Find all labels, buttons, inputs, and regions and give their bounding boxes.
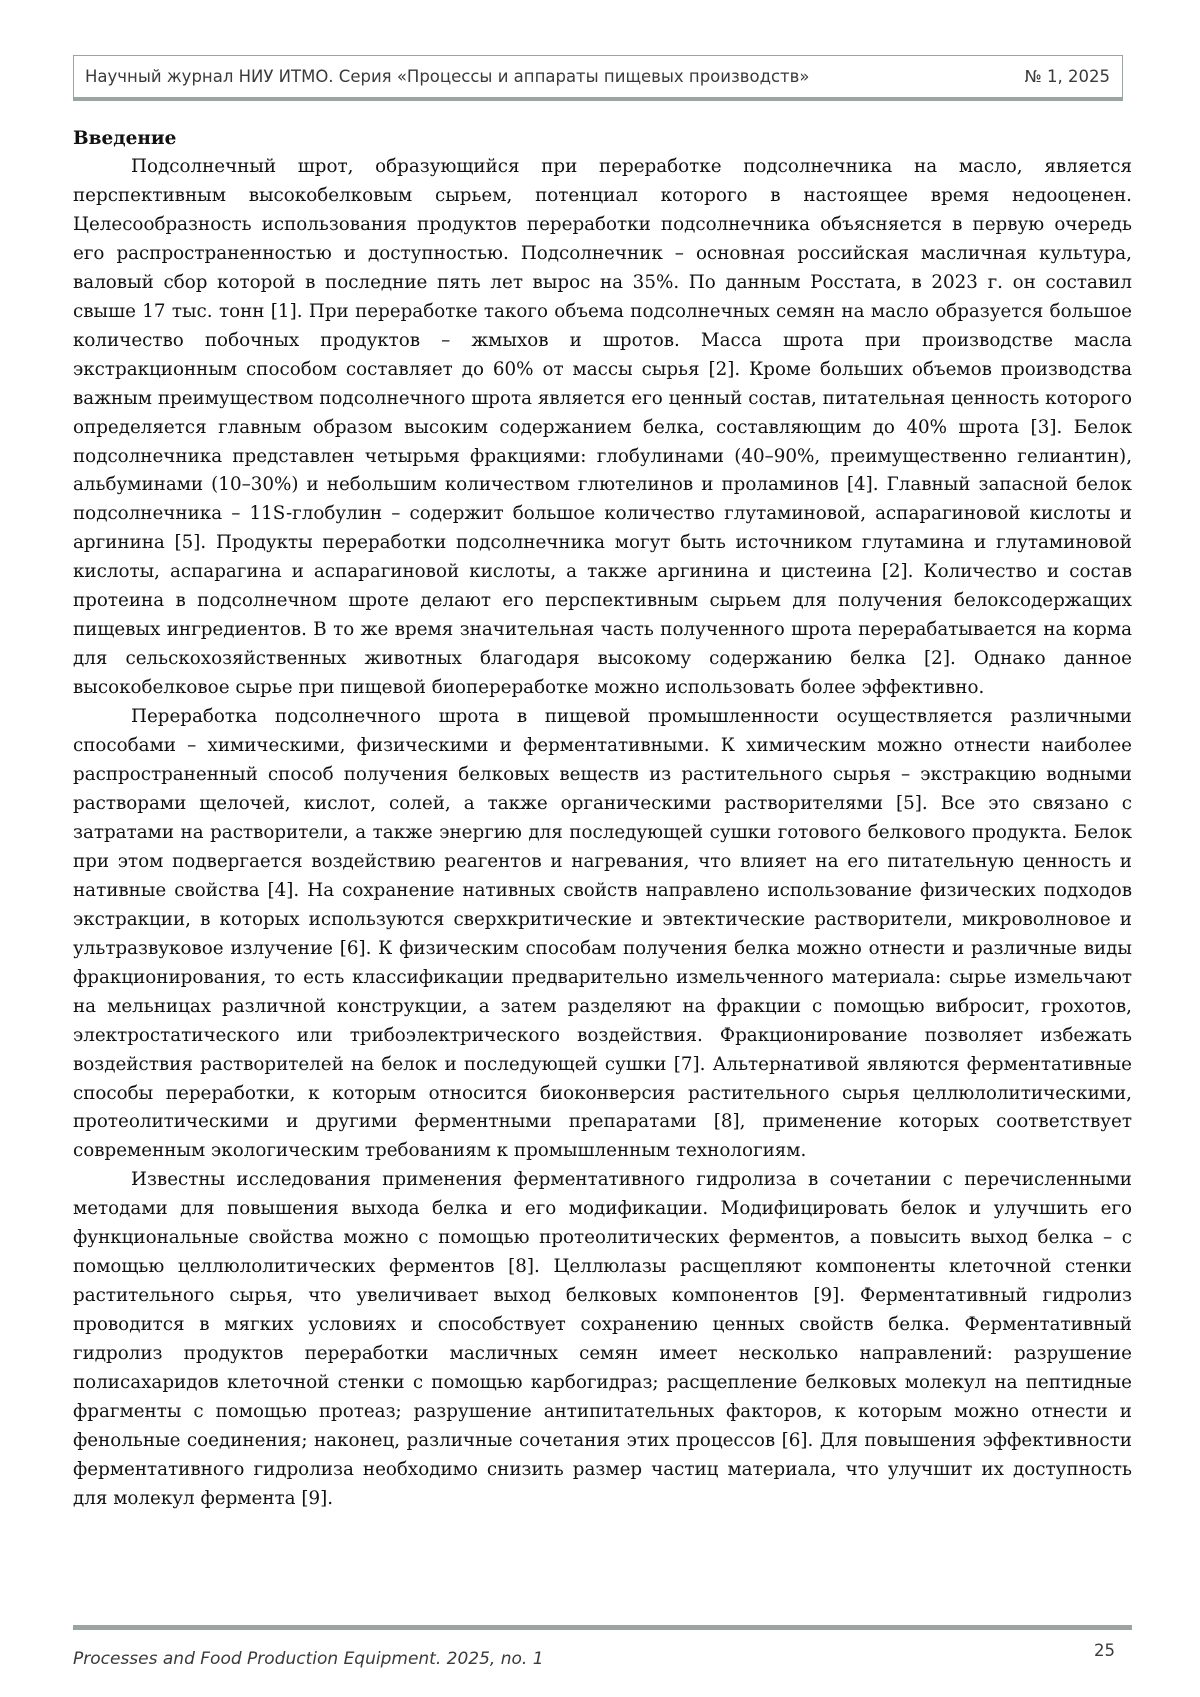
running-header (73, 55, 1123, 101)
page-number: 25 (1094, 1641, 1115, 1660)
paragraph-2: Переработка подсолнечного шрота в пищевой промышленности осуществляется различными способами – химическими, физическими и ферментативными. К химическим можно отнести наиболее распространенный способ получения белковых веществ из растительного сырья – экстракцию водными растворами щелочей, кислот, солей, а также органическими растворителями [5]. Все это связано с затратами на растворители, а также энергию для последующей сушки готового белкового продукта. Белок при этом подвергается воздействию реагентов и нагревания, что влияет на его питательную ценность и нативные свойства [4]. На сохранение нативных свойств направлено использование физических подходов экстракции, в которых используются сверхкритические и эвтектические растворители, микроволновое и ультразвуковое излучение [6]. К физическим способам получения белка можно отнести и различные виды фракционирования, то есть классификации предварительно измельченного материала: сырье измельчают на мельницах различной конструкции, а затем разделяют на фракции с помощью вибросит, грохотов, электростатического или трибоэлектрического воздействия. Фракционирование позволяет избежать воздействия растворителей на белок и последующей сушки [7]. Альтернативой являются ферментативные способы переработки, к которым относится биоконверсия растительного сырья целлюлолитическими, протеолитическими и другими ферментными препаратами [8], применение которых соответствует современным экологическим требованиям к промышленным технологиям. (73, 703, 1132, 1166)
header-issue: № 1, 2025 (1025, 67, 1110, 86)
footer-journal-title: Processes and Food Production Equipment. 2025, no. 1 (73, 1649, 544, 1669)
paragraph-1: Подсолнечный шрот, образующийся при переработке подсолнечника на масло, является перспективным высокобелковым сырьем, потенциал которого в настоящее время недооценен. Целесообразность использования продуктов переработки подсолнечника объясняется в первую очередь его распространенностью и доступностью. Подсолнечник – основная российская масличная культура, валовый сбор которой в последние пять лет вырос на 35%. По данным Росстата, в 2023 г. он составил свыше 17 тыс. тонн [1]. При переработке такого объема подсолнечных семян на масло образуется большое количество побочных продуктов – жмыхов и шротов. Масса шрота при производстве масла экстракционным способом составляет до 60% от массы сырья [2]. Кроме больших объемов производства важным преимуществом подсолнечного шрота является его ценный состав, питательная ценность которого определяется главным образом высоким содержанием белка, составляющим до 40% шрота [3]. Белок подсолнечника представлен четырьмя фракциями: глобулинами (40–90%, преимущественно гелиантин), альбуминами (10–30%) и небольшим количеством глютелинов и проламинов [4]. Главный запасной белок подсолнечника – 11S-глобулин – содержит большое количество глутаминовой, аспарагиновой кислоты и аргинина [5]. Продукты переработки подсолнечника могут быть источником глутамина и глутаминовой кислоты, аспарагина и аспарагиновой кислоты, а также аргинина и цистеина [2]. Количество и состав протеина в подсолнечном шроте делают его перспективным сырьем для получения белоксодержащих пищевых ингредиентов. В то же время значительная часть полученного шрота перерабатывается на корма для сельскохозяйственных животных благодаря высокому содержанию белка [2]. Однако данное высокобелковое сырье при пищевой биопереработке можно использовать более эффективно. (73, 153, 1132, 703)
section-title: Введение (73, 124, 1132, 153)
paragraph-3: Известны исследования применения ферментативного гидролиза в сочетании с перечисленными методами для повышения выхода белка и его модификации. Модифицировать белок и улучшить его функциональные свойства можно с помощью протеолитических ферментов, а повысить выход белка – с помощью целлюлолитических ферментов [8]. Целлюлазы расщепляют компоненты клеточной стенки растительного сырья, что увеличивает выход белковых компонентов [9]. Ферментативный гидролиз проводится в мягких условиях и способствует сохранению ценных свойств белка. Ферментативный гидролиз продуктов переработки масличных семян имеет несколько направлений: разрушение полисахаридов клеточной стенки с помощью карбогидраз; расщепление белковых молекул на пептидные фрагменты с помощью протеаз; разрушение антипитательных факторов, к которым можно отнести и фенольные соединения; наконец, различные сочетания этих процессов [6]. Для повышения эффективности ферментативного гидролиза необходимо снизить размер частиц материала, что улучшит их доступность для молекул фермента [9]. (73, 1166, 1132, 1513)
header-journal-title: Научный журнал НИУ ИТМО. Серия «Процессы и аппараты пищевых производств» (85, 67, 810, 86)
footer-divider (73, 1625, 1132, 1630)
article-body (73, 124, 1132, 1514)
